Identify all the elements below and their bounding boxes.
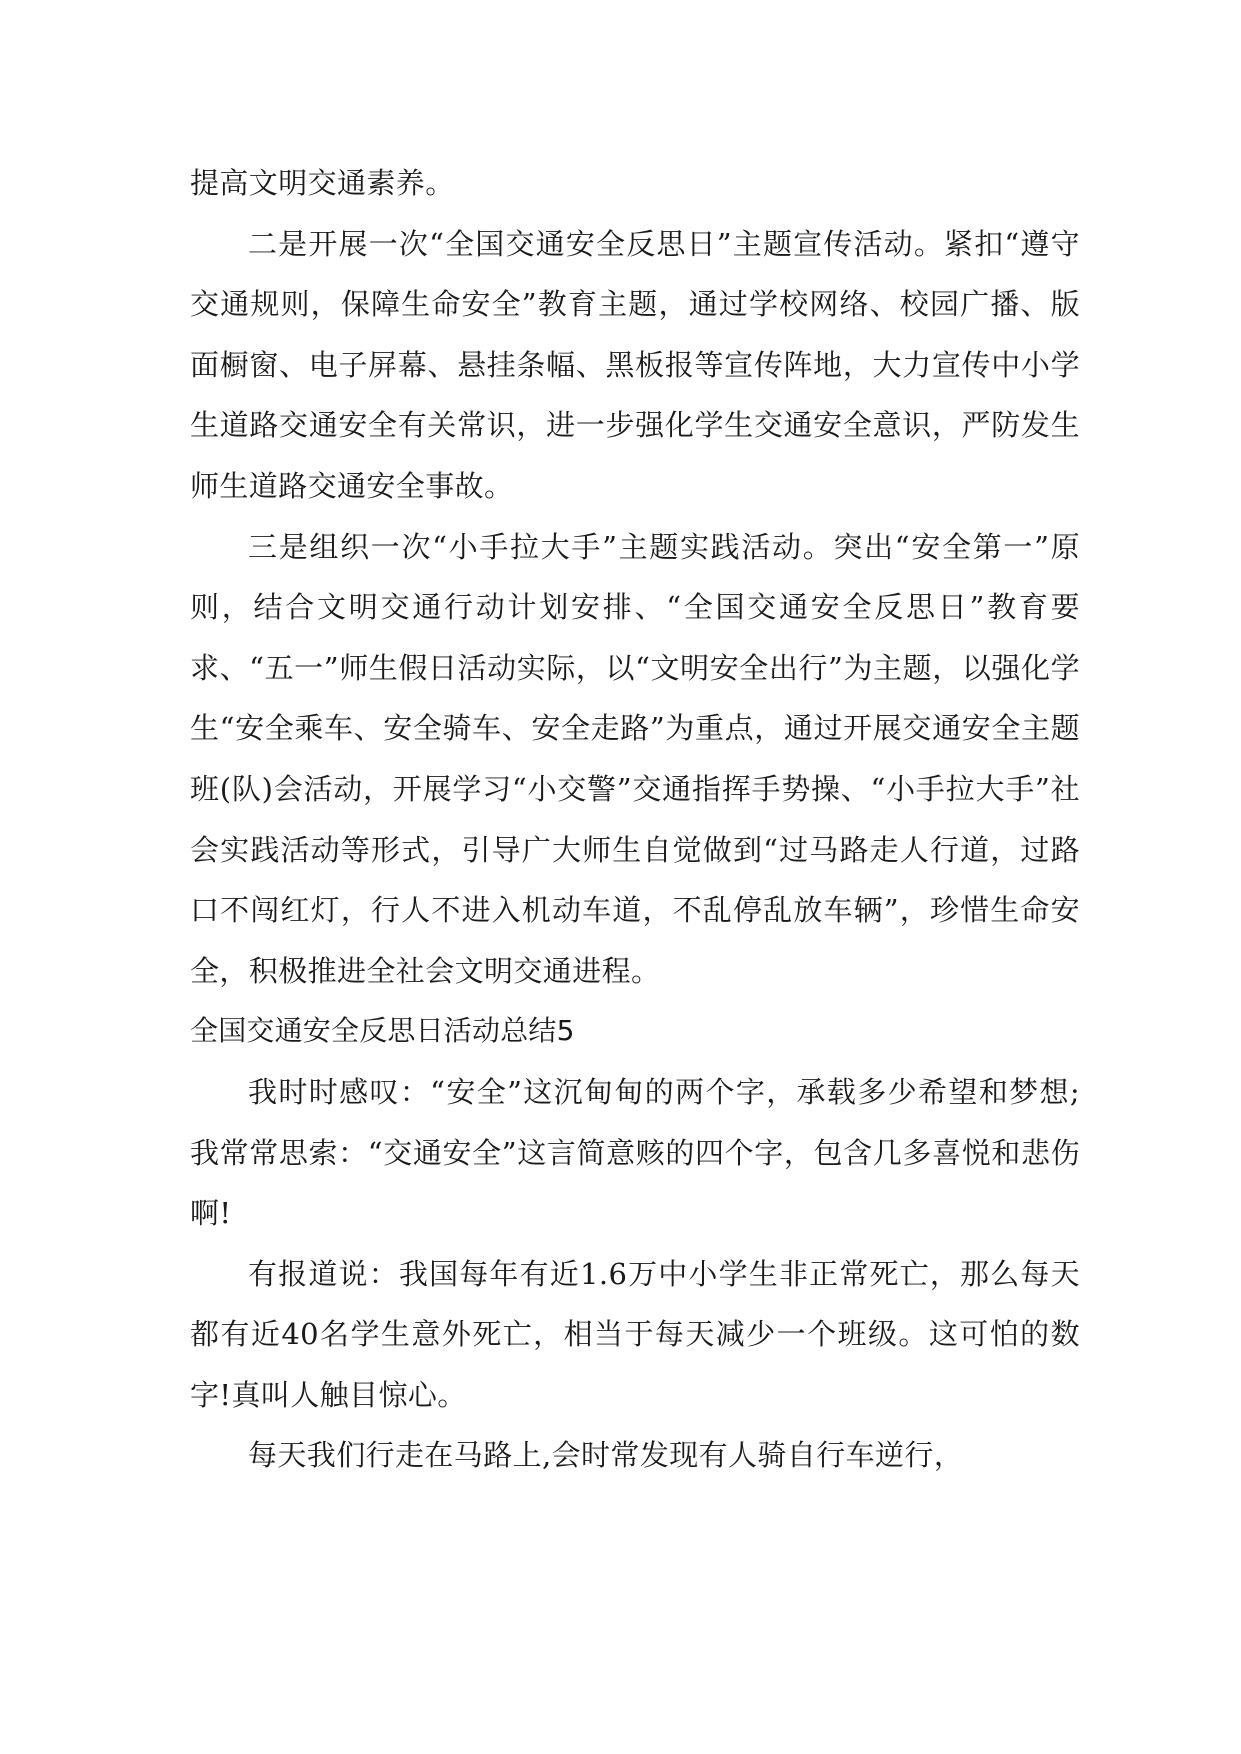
section-heading: 全国交通安全反思日活动总结5 <box>190 1014 575 1048</box>
paragraph-item-3: 三是组织一次“小手拉大手”主题实践活动。突出“安全第一”原则，结合文明交通行动计划安排、“全国交通安全反思日”教育要求、“五一”师生假日活动实际，以“文明安全出行”为主题，以强化学生“安全乘车、安全骑车、安全走路”为重点，通过开展交通安全主题班(队)会活动，开展学习“小交警”交通指挥手势操、“小手拉大手”社会实践活动等形式，引导广大师生自觉做到“过马路走人行道，过路口不闯红灯，行人不进入机动车道，不乱停乱放车辆”，珍惜生命安全，积极推进全社会文明交通进程。 <box>190 529 1080 988</box>
paragraph-statistics: 有报道说：我国每年有近1.6万中小学生非正常死亡，那么每天都有近40名学生意外死亡，相当于每天减少一个班级。这可怕的数字!真叫人触目惊心。 <box>190 1256 1080 1412</box>
document-page <box>190 153 1080 1486</box>
paragraph-intro: 我时时感叹：“安全”这沉甸甸的两个字，承载多少希望和梦想;我常常思索：“交通安全”这言简意赅的四个字，包含几多喜悦和悲伤啊! <box>190 1074 1080 1231</box>
paragraph-item-2: 二是开展一次“全国交通安全反思日”主题宣传活动。紧扣“遵守交通规则，保障生命安全”教育主题，通过学校网络、校园广播、版面橱窗、电子屏幕、悬挂条幅、黑板报等宣传阵地，大力宣传中小学生道路交通安全有关常识，进一步强化学生交通安全意识，严防发生师生道路交通安全事故。 <box>190 226 1080 503</box>
paragraph-observation: 每天我们行走在马路上,会时常发现有人骑自行车逆行， <box>248 1438 964 1473</box>
paragraph-continued: 提高文明交通素养。 <box>190 166 455 200</box>
